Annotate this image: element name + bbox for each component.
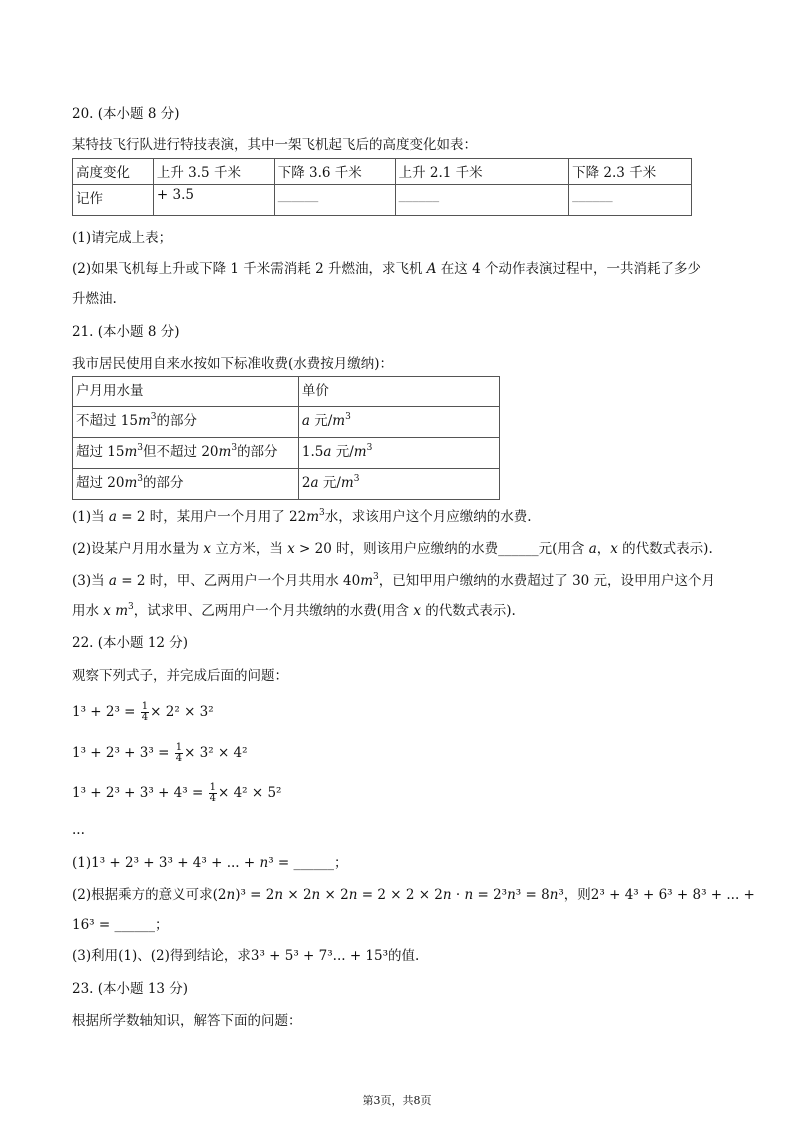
numerator: 1 bbox=[175, 742, 183, 753]
q21-intro: 我市居民使用自来水按如下标准收费(水费按月缴纳)： bbox=[72, 356, 394, 372]
exponent: 3 bbox=[137, 443, 144, 453]
text: 立方米，当 bbox=[211, 541, 288, 557]
text: 但不超过 20 bbox=[143, 444, 219, 460]
text: × 4² × 5² bbox=[217, 785, 282, 801]
denominator: 4 bbox=[141, 712, 149, 723]
q21-part1 bbox=[72, 507, 532, 527]
text: (1)1³ + 2³ + 3³ + 4³ + ... + bbox=[72, 855, 260, 871]
text: 在这 4 个动作表演过程中，一共消耗了多少 bbox=[436, 261, 701, 277]
answer-blank: ______ bbox=[572, 187, 613, 203]
answer-blank: ______ bbox=[498, 541, 539, 557]
variable: n bbox=[274, 887, 284, 903]
text: 元/ bbox=[331, 444, 354, 460]
text: ； bbox=[154, 917, 169, 933]
exponent: 3 bbox=[345, 412, 351, 422]
q22-eq1 bbox=[72, 700, 214, 724]
q22-eq2 bbox=[72, 741, 248, 765]
variable: a bbox=[323, 444, 332, 460]
numerator: 1 bbox=[209, 782, 216, 793]
variable: n bbox=[226, 887, 236, 903]
exponent: 3 bbox=[231, 443, 238, 453]
variable: a bbox=[588, 541, 597, 557]
text: 16³ = bbox=[72, 917, 115, 933]
variable: a bbox=[310, 475, 319, 491]
text: 2 bbox=[301, 475, 311, 491]
text: × 3² × 4² bbox=[184, 745, 248, 761]
answer-blank: ______ bbox=[398, 187, 440, 203]
table-row bbox=[73, 159, 692, 185]
table-cell: 下降 3.6 千米 bbox=[274, 159, 395, 185]
q21-part2 bbox=[72, 539, 713, 559]
fraction bbox=[175, 743, 183, 764]
exponent: 3 bbox=[319, 508, 325, 518]
q22-ellipsis: ... bbox=[72, 822, 85, 838]
q23-header: 23. (本小题 13 分) bbox=[72, 981, 189, 997]
page-footer: 第3页，共8页 bbox=[362, 1094, 432, 1107]
text: 元(用含 bbox=[538, 541, 589, 557]
exponent: 3 bbox=[373, 572, 379, 582]
text: 元/ bbox=[309, 413, 333, 429]
q21-part3-cont bbox=[72, 601, 516, 621]
text: ，已知甲用户缴纳的水费超过了 30 元，设甲用户这个月 bbox=[378, 573, 716, 589]
text: ³ = 8 bbox=[515, 887, 550, 903]
text: 1.5 bbox=[301, 444, 324, 460]
variable: x bbox=[413, 603, 421, 619]
q21-part3 bbox=[72, 571, 715, 591]
exponent: 3 bbox=[128, 602, 134, 612]
text: (2)设某户月用水量为 bbox=[72, 541, 204, 557]
variable: m bbox=[353, 444, 367, 460]
exponent: 3 bbox=[366, 443, 373, 453]
variable: n bbox=[442, 887, 452, 903]
exponent: 3 bbox=[150, 412, 157, 422]
text: · bbox=[451, 887, 465, 903]
variable: x bbox=[203, 541, 212, 557]
text: > 20 时，则该用户应缴纳的水费 bbox=[294, 541, 499, 557]
table-cell: 户月用水量 bbox=[73, 377, 299, 407]
text: 元/ bbox=[318, 475, 341, 491]
denominator: 4 bbox=[175, 753, 183, 764]
variable: m bbox=[360, 573, 374, 589]
q20-table bbox=[72, 158, 692, 216]
text: × 2 bbox=[283, 887, 312, 903]
fraction bbox=[141, 702, 149, 723]
text: = 2³ bbox=[473, 887, 508, 903]
table-row bbox=[73, 469, 500, 500]
variable: n bbox=[259, 855, 269, 871]
text: 的部分 bbox=[143, 475, 184, 491]
text: = 2 时，某用户一个月用了 22 bbox=[116, 509, 307, 525]
text: (2)如果飞机每上升或下降 1 千米需消耗 2 升燃油，求飞机 bbox=[72, 261, 427, 277]
table-cell: 上升 3.5 千米 bbox=[153, 159, 274, 185]
text: 超过 15 bbox=[76, 444, 125, 460]
text: ， bbox=[596, 541, 611, 557]
text: ³ = bbox=[268, 855, 294, 871]
text: 的代数式表示). bbox=[617, 541, 713, 557]
q20-intro: 某特技飞行队进行特技表演，其中一架飞机起飞后的高度变化如表： bbox=[72, 137, 477, 153]
table-cell bbox=[298, 407, 499, 438]
table-cell bbox=[73, 407, 299, 438]
variable: x bbox=[103, 603, 111, 619]
text: = 2 时，甲、乙两用户一个月共用水 40 bbox=[116, 573, 361, 589]
q23-intro: 根据所学数轴知识，解答下面的问题： bbox=[72, 1013, 302, 1029]
q22-part1 bbox=[72, 853, 348, 873]
variable: a bbox=[108, 573, 117, 589]
text: 1³ + 2³ + 3³ + 4³ = bbox=[72, 785, 208, 801]
q20-header: 20. (本小题 8 分) bbox=[72, 106, 180, 122]
text: (1)当 bbox=[72, 509, 109, 525]
q22-part2 bbox=[72, 885, 755, 905]
text: 用水 bbox=[72, 603, 104, 619]
exponent: 3 bbox=[137, 474, 144, 484]
q20-part2 bbox=[72, 259, 701, 279]
variable: a bbox=[301, 413, 310, 429]
answer-blank: ______ bbox=[277, 187, 319, 203]
q20-part1: (1)请完成上表； bbox=[72, 230, 173, 246]
q22-intro: 观察下列式子，并完成后面的问题： bbox=[72, 668, 288, 684]
table-cell bbox=[298, 438, 499, 469]
answer-blank-cell bbox=[274, 185, 395, 216]
variable: m bbox=[340, 475, 354, 491]
text: (3)当 bbox=[72, 573, 109, 589]
q21-header: 21. (本小题 8 分) bbox=[72, 324, 180, 340]
fraction bbox=[209, 783, 217, 804]
exponent: 3 bbox=[353, 474, 360, 484]
text: 1³ + 2³ = bbox=[72, 704, 140, 720]
variable: n bbox=[348, 887, 358, 903]
table-cell bbox=[298, 469, 499, 500]
text: 的部分 bbox=[237, 444, 278, 460]
text: × 2² × 3² bbox=[150, 704, 214, 720]
q20-part2-cont: 升燃油. bbox=[72, 291, 117, 307]
text: = 2 × 2 × 2 bbox=[357, 887, 443, 903]
text: )³ = 2 bbox=[235, 887, 275, 903]
variable: m bbox=[115, 603, 129, 619]
table-row bbox=[73, 185, 692, 216]
variable: m bbox=[332, 413, 346, 429]
text: ； bbox=[334, 855, 348, 871]
table-cell: + 3.5 bbox=[153, 185, 274, 216]
text: 不超过 15 bbox=[76, 413, 138, 429]
variable: m bbox=[124, 444, 138, 460]
table-cell: 上升 2.1 千米 bbox=[395, 159, 569, 185]
text: 水，求该用户这个月应缴纳的水费. bbox=[324, 509, 532, 525]
table-cell bbox=[73, 469, 299, 500]
table-cell: 下降 2.3 千米 bbox=[569, 159, 692, 185]
variable: x bbox=[610, 541, 618, 557]
answer-blank: ______ bbox=[293, 855, 334, 871]
table-row bbox=[73, 377, 500, 407]
text: 的代数式表示). bbox=[420, 603, 516, 619]
table-cell: 单价 bbox=[298, 377, 499, 407]
q22-part2-cont bbox=[72, 915, 168, 935]
q22-part3: (3)利用(1)、(2)得到结论，求3³ + 5³ + 7³... + 15³的值. bbox=[72, 948, 420, 964]
q22-eq3 bbox=[72, 781, 281, 805]
variable: A bbox=[426, 261, 437, 277]
answer-blank-cell bbox=[569, 185, 692, 216]
table-cell: 记作 bbox=[73, 185, 154, 216]
text: ，试求甲、乙两用户一个月共缴纳的水费(用含 bbox=[133, 603, 414, 619]
q22-header: 22. (本小题 12 分) bbox=[72, 635, 189, 651]
variable: m bbox=[124, 475, 138, 491]
answer-blank: ______ bbox=[114, 917, 155, 933]
table-cell: 高度变化 bbox=[73, 159, 154, 185]
variable: m bbox=[218, 444, 232, 460]
text: 的部分 bbox=[156, 413, 198, 429]
text: (2)根据乘方的意义可求(2 bbox=[72, 887, 227, 903]
numerator: 1 bbox=[141, 701, 149, 712]
q21-table bbox=[72, 376, 500, 500]
table-row bbox=[73, 438, 500, 469]
text: 超过 20 bbox=[76, 475, 125, 491]
text: × 2 bbox=[320, 887, 349, 903]
table-row bbox=[73, 407, 500, 438]
variable: n bbox=[507, 887, 516, 903]
variable: x bbox=[287, 541, 295, 557]
text: ³，则2³ + 4³ + 6³ + 8³ + ... + bbox=[558, 887, 755, 903]
variable: m bbox=[306, 509, 320, 525]
text: 1³ + 2³ + 3³ = bbox=[72, 745, 174, 761]
table-cell bbox=[73, 438, 299, 469]
variable: n bbox=[464, 887, 474, 903]
answer-blank-cell bbox=[395, 185, 569, 216]
variable: a bbox=[108, 509, 117, 525]
variable: m bbox=[137, 413, 151, 429]
variable: n bbox=[549, 887, 559, 903]
denominator: 4 bbox=[209, 793, 216, 804]
variable: n bbox=[311, 887, 321, 903]
